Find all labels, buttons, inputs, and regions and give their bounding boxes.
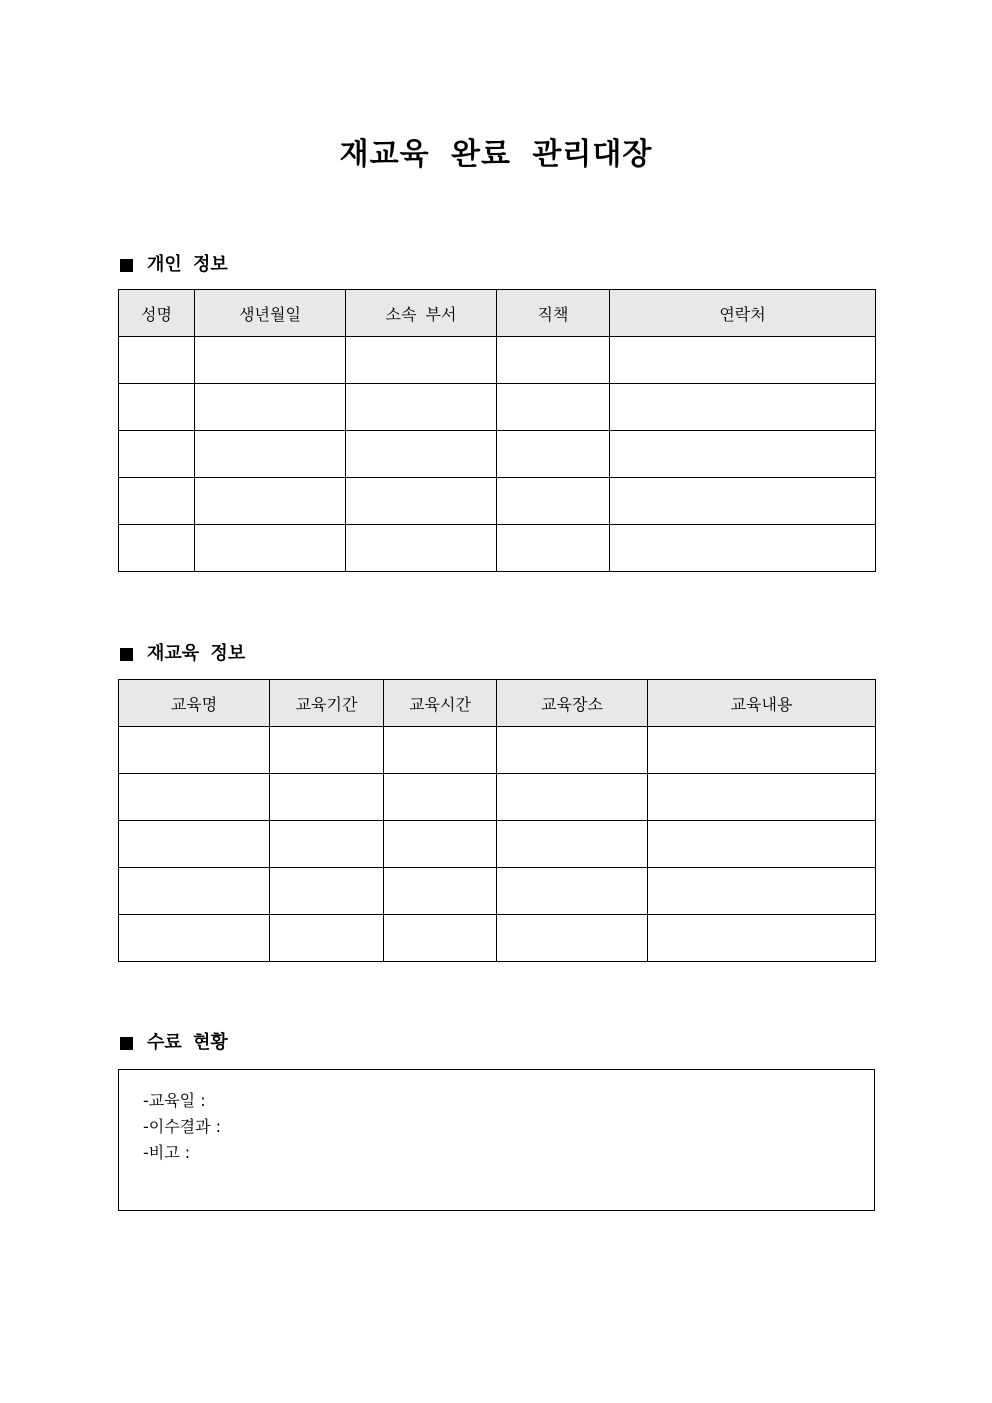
table-cell[interactable] <box>610 525 876 572</box>
table-cell[interactable] <box>384 821 497 868</box>
table-row <box>119 431 876 478</box>
table-cell[interactable] <box>497 915 648 962</box>
completion-result-line[interactable]: -이수결과 : <box>143 1117 222 1136</box>
section-heading-completion-status <box>118 1031 228 1055</box>
column-header-course-name: 교육명 <box>119 680 270 727</box>
table-cell[interactable] <box>270 868 384 915</box>
table-cell[interactable] <box>270 821 384 868</box>
table-cell[interactable] <box>119 525 195 572</box>
remarks-line[interactable]: -비고 : <box>143 1143 191 1162</box>
table-cell[interactable] <box>497 525 610 572</box>
table-row <box>119 915 876 962</box>
table-header-row <box>119 290 876 337</box>
column-header-birthdate: 생년월일 <box>195 290 346 337</box>
table-cell[interactable] <box>497 727 648 774</box>
table-cell[interactable] <box>497 478 610 525</box>
table-cell[interactable] <box>497 774 648 821</box>
table-cell[interactable] <box>270 915 384 962</box>
column-header-course-content: 교육내용 <box>648 680 876 727</box>
table-cell[interactable] <box>610 384 876 431</box>
document-title: 재교육 완료 관리대장 <box>339 137 653 172</box>
table-cell[interactable] <box>195 478 346 525</box>
table-row <box>119 478 876 525</box>
table-row <box>119 337 876 384</box>
table-cell[interactable] <box>497 337 610 384</box>
black-square-icon <box>120 648 133 661</box>
table-row <box>119 868 876 915</box>
table-cell[interactable] <box>119 915 270 962</box>
table-cell[interactable] <box>119 727 270 774</box>
table-cell[interactable] <box>610 431 876 478</box>
column-header-course-period: 교육기간 <box>270 680 384 727</box>
table-cell[interactable] <box>384 774 497 821</box>
table-cell[interactable] <box>497 384 610 431</box>
table-cell[interactable] <box>270 727 384 774</box>
table-row <box>119 821 876 868</box>
table-cell[interactable] <box>346 337 497 384</box>
section-heading-label: 개인 정보 <box>147 254 228 275</box>
table-cell[interactable] <box>648 774 876 821</box>
completion-status-box <box>118 1069 875 1211</box>
table-cell[interactable] <box>270 774 384 821</box>
black-square-icon <box>120 1037 133 1050</box>
table-cell[interactable] <box>610 478 876 525</box>
table-cell[interactable] <box>195 384 346 431</box>
table-cell[interactable] <box>648 727 876 774</box>
personal-info-table <box>118 289 876 572</box>
retraining-info-table <box>118 679 876 962</box>
table-row <box>119 774 876 821</box>
table-cell[interactable] <box>384 868 497 915</box>
section-heading-label: 재교육 정보 <box>147 643 246 664</box>
table-cell[interactable] <box>346 478 497 525</box>
table-cell[interactable] <box>119 384 195 431</box>
table-cell[interactable] <box>195 525 346 572</box>
black-square-icon <box>120 259 133 272</box>
column-header-department: 소속 부서 <box>346 290 497 337</box>
table-cell[interactable] <box>346 431 497 478</box>
table-cell[interactable] <box>497 431 610 478</box>
section-heading-label: 수료 현황 <box>147 1032 228 1053</box>
section-heading-personal-info <box>118 253 228 277</box>
table-cell[interactable] <box>119 821 270 868</box>
table-cell[interactable] <box>648 821 876 868</box>
table-header-row <box>119 680 876 727</box>
table-cell[interactable] <box>119 774 270 821</box>
column-header-course-location: 교육장소 <box>497 680 648 727</box>
table-cell[interactable] <box>384 915 497 962</box>
education-date-line[interactable]: -교육일 : <box>143 1091 206 1110</box>
column-header-course-hours: 교육시간 <box>384 680 497 727</box>
column-header-name: 성명 <box>119 290 195 337</box>
table-cell[interactable] <box>497 868 648 915</box>
table-cell[interactable] <box>497 821 648 868</box>
table-cell[interactable] <box>346 384 497 431</box>
table-cell[interactable] <box>384 727 497 774</box>
completion-status-lines <box>143 1088 221 1166</box>
table-cell[interactable] <box>648 868 876 915</box>
section-heading-retraining-info <box>118 642 245 666</box>
column-header-position: 직책 <box>497 290 610 337</box>
table-cell[interactable] <box>119 431 195 478</box>
table-cell[interactable] <box>119 478 195 525</box>
column-header-contact: 연락처 <box>610 290 876 337</box>
table-cell[interactable] <box>119 337 195 384</box>
table-row <box>119 727 876 774</box>
table-row <box>119 525 876 572</box>
table-cell[interactable] <box>648 915 876 962</box>
table-cell[interactable] <box>346 525 497 572</box>
table-cell[interactable] <box>195 431 346 478</box>
table-cell[interactable] <box>610 337 876 384</box>
table-cell[interactable] <box>119 868 270 915</box>
table-cell[interactable] <box>195 337 346 384</box>
table-row <box>119 384 876 431</box>
